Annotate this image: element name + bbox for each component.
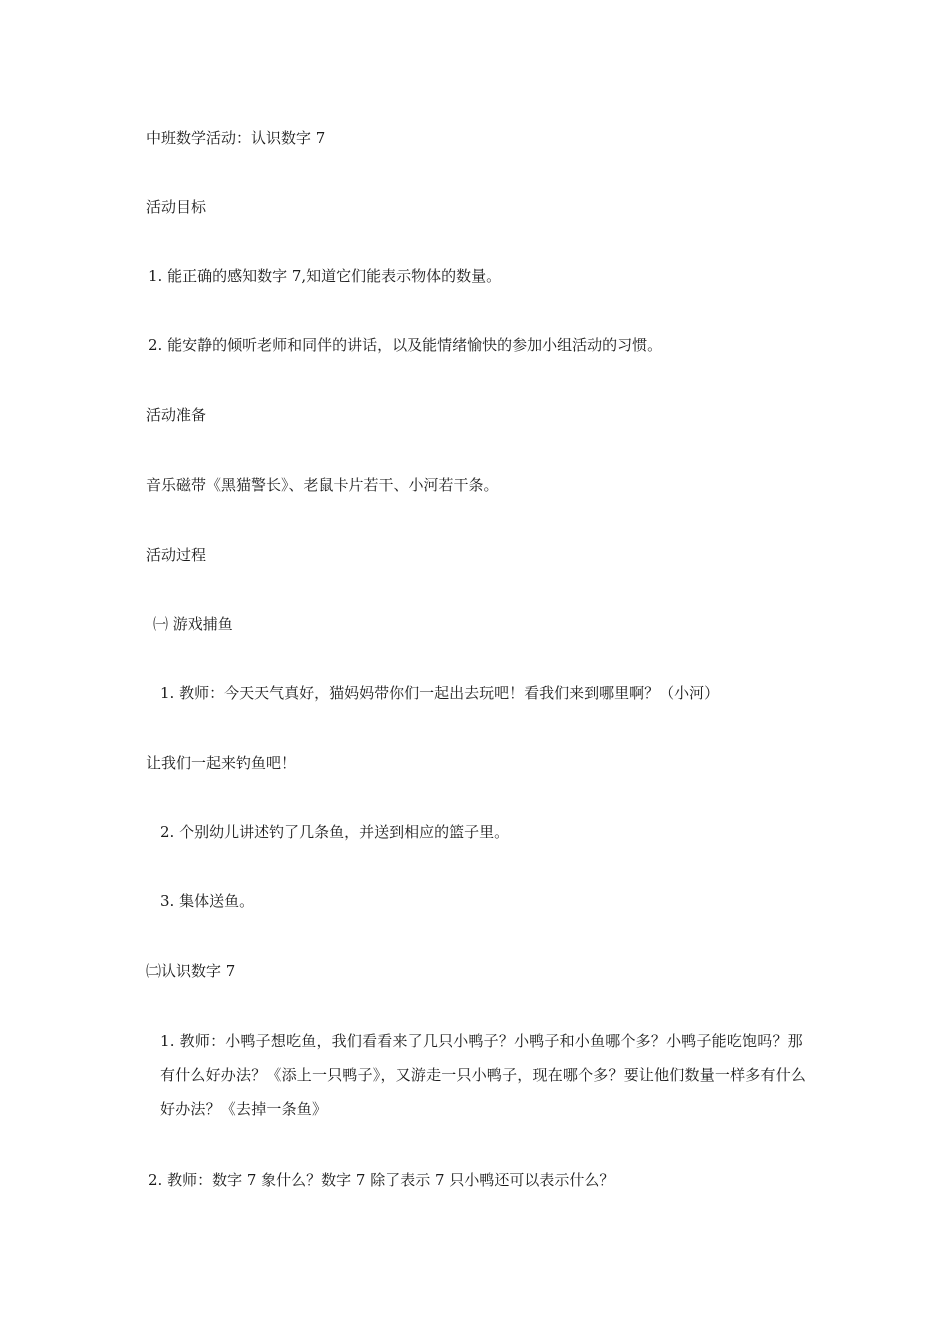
goal-item-2: 2. 能安静的倾听老师和同伴的讲话，以及能情绪愉快的参加小组活动的习惯。 — [148, 336, 663, 354]
section-heading-preparation: 活动准备 — [146, 406, 207, 424]
goal-item-1: 1. 能正确的感知数字 7,知道它们能表示物体的数量。 — [148, 267, 502, 285]
document-title: 中班数学活动：认识数字 7 — [146, 129, 326, 147]
part-1-step-1-continuation: 让我们一起来钓鱼吧！ — [146, 754, 297, 772]
section-heading-goals: 活动目标 — [146, 198, 207, 216]
part-2-step-2: 2. 教师：数字 7 象什么？数字 7 除了表示 7 只小鸭还可以表示什么？ — [148, 1171, 615, 1189]
preparation-text: 音乐磁带《黑猫警长》、老鼠卡片若干、小河若干条。 — [146, 476, 499, 494]
section-heading-process: 活动过程 — [146, 546, 207, 564]
part-2-heading: ㈡认识数字 7 — [146, 962, 236, 980]
part-1-heading: ㈠ 游戏捕鱼 — [153, 615, 233, 633]
part-1-step-3: 3. 集体送鱼。 — [160, 892, 255, 910]
part-1-step-1: 1. 教师：今天天气真好，猫妈妈带你们一起出去玩吧！看我们来到哪里啊？（小河） — [160, 684, 720, 702]
part-1-step-2: 2. 个别幼儿讲述钓了几条鱼，并送到相应的篮子里。 — [160, 823, 510, 841]
part-2-step-1: 1. 教师：小鸭子想吃鱼，我们看看来了几只小鸭子？小鸭子和小鱼哪个多？小鸭子能吃饱吗？那有什么好办法？《添上一只鸭子》，又游走一只小鸭子，现在哪个多？要让他们数量一样多有什么好办法？《去掉一条鱼》 — [160, 1032, 807, 1118]
